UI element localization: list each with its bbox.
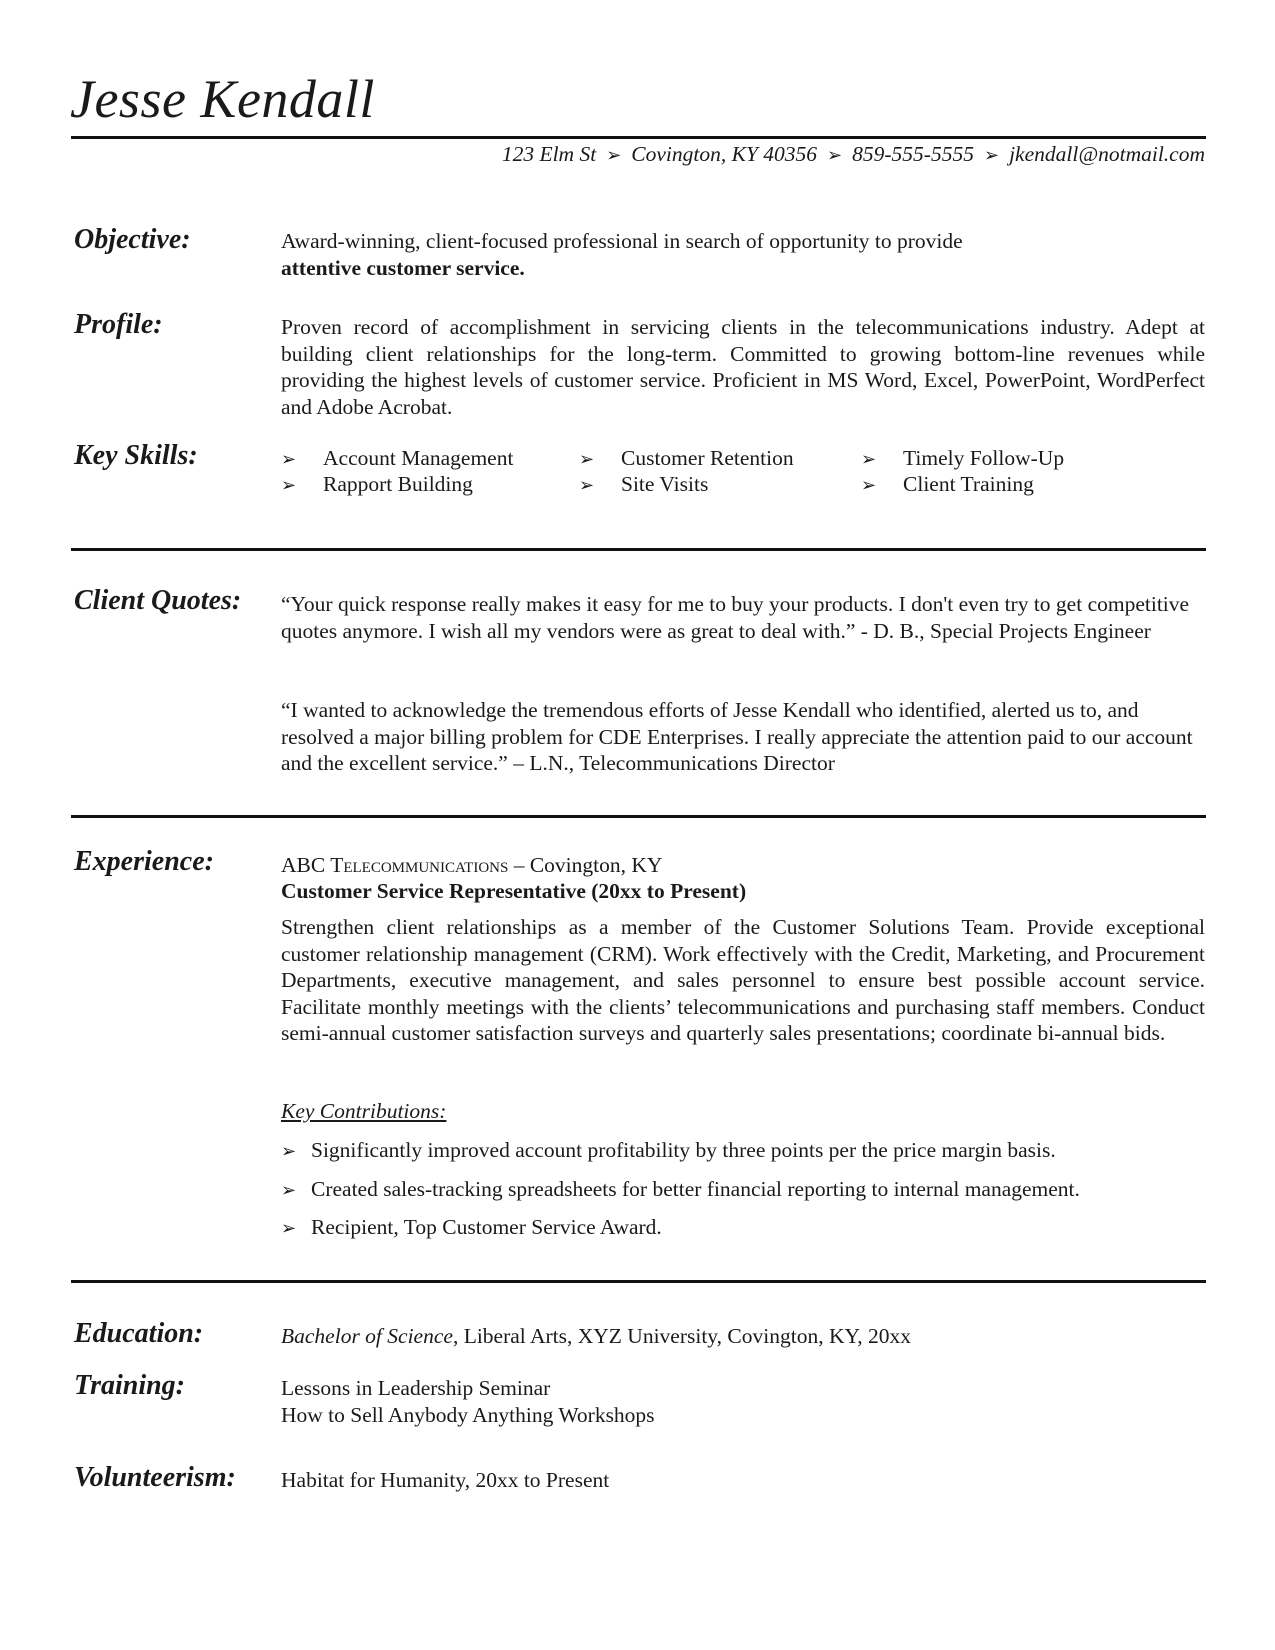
arrow-bullet-icon: ➢ — [281, 1141, 297, 1161]
arrow-bullet-icon: ➢ — [606, 145, 622, 165]
experience-company-line — [281, 852, 1205, 879]
contribution-item: ➢ Created sales-tracking spreadsheets for better financial reporting to internal management. — [281, 1177, 1080, 1201]
quote-1: “Your quick response really makes it easy for me to buy your products. I don't even try to get competitive quotes anymore. I wish all my vendors were as great to deal with.” - D. B., Special Projects Engineer — [281, 592, 1190, 643]
company-name: ABC Telecommunications — [281, 853, 509, 877]
arrow-bullet-icon: ➢ — [281, 449, 297, 469]
education-text — [281, 1323, 1205, 1350]
arrow-bullet-icon: ➢ — [281, 475, 297, 495]
phone: 859-555-5555 — [852, 142, 974, 166]
arrow-bullet-icon: ➢ — [281, 1180, 297, 1200]
job-title: Customer Service Representative (20xx to Present) — [281, 879, 747, 903]
skill-item: ➢ Site Visits — [579, 471, 708, 499]
arrow-bullet-icon: ➢ — [579, 475, 595, 495]
company-location: – Covington, KY — [508, 853, 663, 877]
arrow-bullet-icon: ➢ — [579, 449, 595, 469]
profile-text: Proven record of accomplishment in servicing clients in the telecommunications industry. Adept at building client relationships for the long-term. Committed to growing bottom-line revenues while providing the highest levels of customer service. Proficient in MS Word, Excel, PowerPoint, WordPerfect and Adobe Acrobat. — [281, 315, 1205, 419]
training-label: Training: — [74, 1370, 185, 1401]
arrow-bullet-icon: ➢ — [281, 1218, 297, 1238]
objective-line1: Award-winning, client-focused professional in search of opportunity to provide — [281, 229, 963, 253]
objective-label: Objective: — [74, 224, 191, 255]
quotes-label: Client Quotes: — [74, 585, 242, 616]
objective-line2: attentive customer service. — [281, 255, 525, 280]
skill-item: ➢ Timely Follow-Up — [861, 445, 1064, 473]
job-description: Strengthen client relationships as a member of the Customer Solutions Team. Provide exceptional customer relationship management (CRM). Work effectively with the Credit, Marketing, and Procurement Departments, executive management, and sales personnel to ensure best possible account service. Facilitate monthly meetings with the clients’ telecommunications and purchasing staff members. Conduct semi-annual customer satisfaction surveys and quarterly sales presentations; coordinate bi-annual bids. — [281, 915, 1205, 1045]
volunteerism-text: Habitat for Humanity, 20xx to Present — [281, 1468, 610, 1492]
experience-label: Experience: — [74, 846, 214, 877]
section-divider — [71, 1280, 1206, 1283]
profile-label: Profile: — [74, 309, 163, 340]
skill-item: ➢ Client Training — [861, 471, 1034, 499]
objective-text — [281, 228, 1205, 281]
contributions-label: Key Contributions: — [281, 1099, 447, 1123]
degree: Bachelor of Science — [281, 1324, 453, 1348]
training-list — [281, 1375, 1205, 1428]
education-label: Education: — [74, 1318, 204, 1349]
arrow-bullet-icon: ➢ — [827, 145, 843, 165]
header-rule — [71, 136, 1206, 139]
quote-2: “I wanted to acknowledge the tremendous efforts of Jesse Kendall who identified, alerted us to, and resolved a major billing problem for CDE Enterprises. I really appreciate the attention paid to our account and the excellent service.” – L.N., Telecommunications Director — [281, 698, 1193, 775]
arrow-bullet-icon: ➢ — [861, 449, 877, 469]
contact-line — [502, 142, 1205, 167]
arrow-bullet-icon: ➢ — [983, 145, 1000, 165]
volunteerism-label: Volunteerism: — [74, 1462, 236, 1493]
address: 123 Elm St — [501, 142, 597, 166]
resume-name: Jesse Kendall — [70, 69, 375, 129]
contribution-item: ➢ Recipient, Top Customer Service Award. — [281, 1215, 662, 1239]
contribution-item: ➢ Significantly improved account profitability by three points per the price margin basis. — [281, 1138, 1056, 1162]
email: jkendall@notmail.com — [1009, 142, 1205, 166]
skills-label: Key Skills: — [74, 440, 198, 471]
skill-item: ➢ Account Management — [281, 445, 513, 473]
education-details: , Liberal Arts, XYZ University, Covington, KY, 20xx — [452, 1324, 911, 1348]
section-divider — [71, 548, 1206, 551]
training-item: Lessons in Leadership Seminar — [281, 1376, 551, 1400]
arrow-bullet-icon: ➢ — [861, 475, 877, 495]
section-divider — [71, 815, 1206, 818]
skill-item: ➢ Customer Retention — [579, 445, 794, 473]
skill-item: ➢ Rapport Building — [281, 471, 473, 499]
training-item: How to Sell Anybody Anything Workshops — [281, 1402, 655, 1427]
city: Covington, KY 40356 — [631, 142, 818, 166]
